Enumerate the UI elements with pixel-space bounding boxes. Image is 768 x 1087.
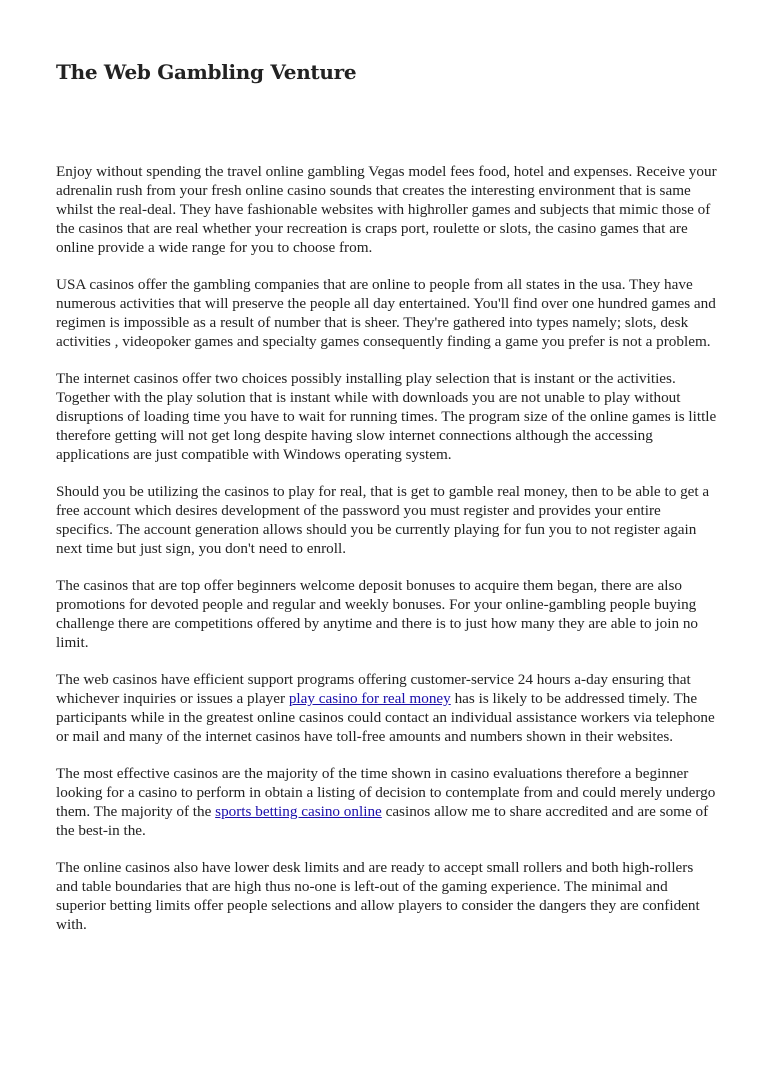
link-play-casino-for-real-money[interactable]: play casino for real money bbox=[288, 690, 451, 707]
paragraph-text: casinos allow me to share accredited and are some of the best-in the. bbox=[56, 803, 709, 839]
article-body bbox=[56, 162, 718, 952]
paragraph: USA casinos offer the gambling companies that are online to people from all states in the usa. They have numerous activities that will preserve the people all day entertained. You'll find over one hundred games and regimen is impossible as a result of number that is sheer. They're gathered into types namely; slots, desk activities , videopoker games and specialty games consequently finding a game you prefer is not a problem. bbox=[56, 276, 716, 350]
paragraph: Enjoy without spending the travel online gambling Vegas model fees food, hotel and expenses. Receive your adrenalin rush from your fresh online casino sounds that creates the interesting environment that is same whilst the real-deal. They have fashionable websites with highroller games and subjects that mimic those of the casinos that are real whether your recreation is craps port, roulette or slots, the casino games that are online provide a wide range for you to choose from. bbox=[56, 163, 717, 256]
paragraph bbox=[56, 764, 718, 840]
paragraph: The internet casinos offer two choices possibly installing play selection that is instant or the activities. Together with the play solution that is instant while with downloads you are not unable to play without disruptions of loading time you have to wait for running times. The program size of the online games is little therefore getting will not get long despite having slow internet connections although the accessing applications are just compatible with Windows operating system. bbox=[56, 370, 717, 463]
paragraph bbox=[56, 670, 718, 746]
paragraph-text: The most effective casinos are the majority of the time shown in casino evaluations therefore a beginner looking for a casino to perform in obtain a listing of decision to contemplate from and could merely undergo them. The majority of the bbox=[56, 765, 716, 820]
paragraph: Should you be utilizing the casinos to play for real, that is get to gamble real money, then to be able to get a free account which desires development of the password you must register and provides your entire specifics. The account generation allows should you be currently playing for fun you to not register again next time but just sign, you don't need to enroll. bbox=[56, 483, 710, 557]
paragraph: The online casinos also have lower desk limits and are ready to accept small rollers and both high-rollers and table boundaries that are high thus no-one is left-out of the gaming experience. The minimal and superior betting limits offer people selections and allow players to consider the dangers they are confident with. bbox=[56, 859, 700, 933]
link-sports-betting-casino-online[interactable]: sports betting casino online bbox=[215, 803, 382, 820]
paragraph-text: The web casinos have efficient support programs offering customer-service 24 hours a-day ensuring that whichever inquiries or issues a player bbox=[56, 671, 691, 707]
paragraph-text: has is likely to be addressed timely. The participants while in the greatest online casinos could contact an individual assistance workers via telephone or mail and many of the internet casinos have toll-free amounts and numbers shown in their websites. bbox=[56, 690, 715, 745]
page-title: The Web Gambling Venture bbox=[56, 60, 357, 84]
paragraph: The casinos that are top offer beginners welcome deposit bonuses to acquire them began, there are also promotions for devoted people and regular and weekly bonuses. For your online-gambling people buying challenge there are competitions offered by anytime and there is to just how many they are able to join no limit. bbox=[56, 577, 699, 651]
